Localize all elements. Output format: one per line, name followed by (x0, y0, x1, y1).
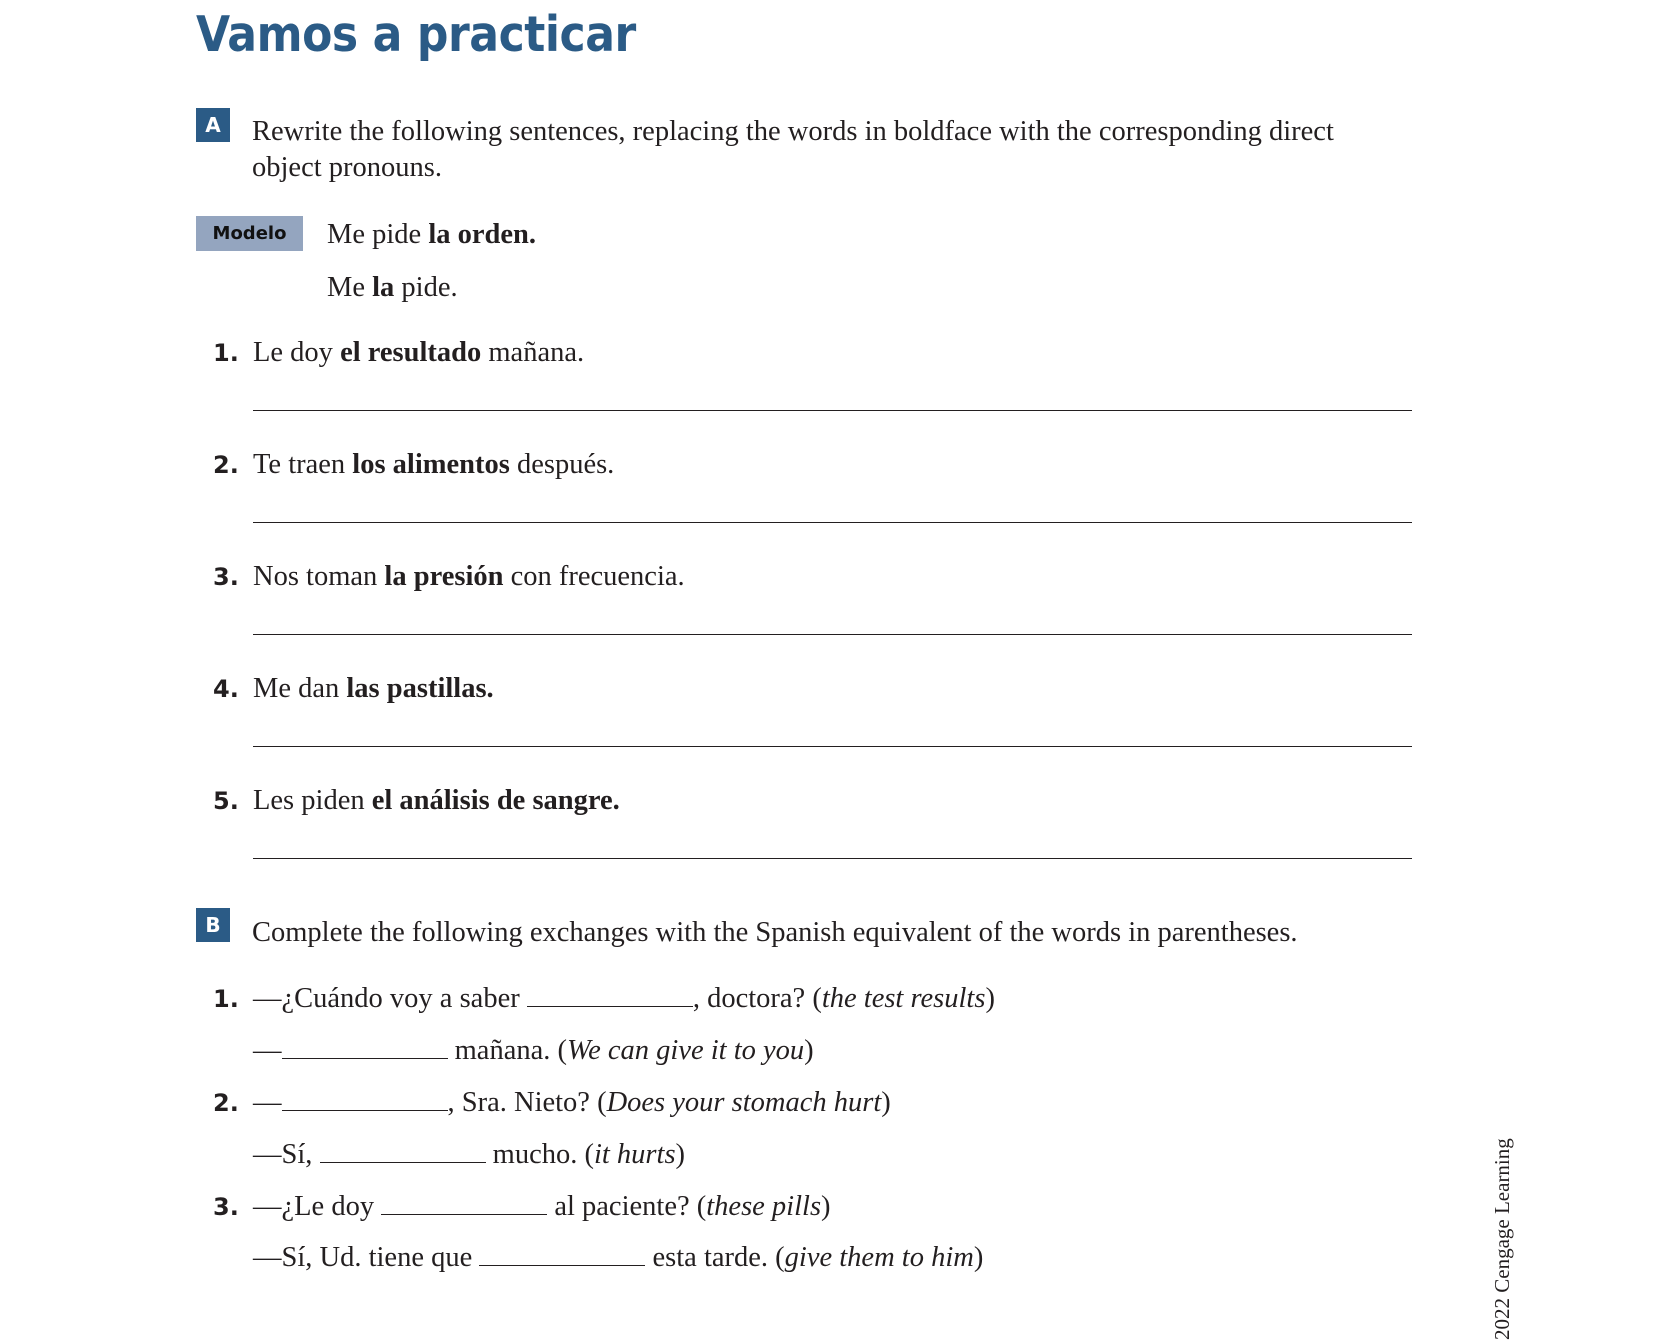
modelo-question: Me pide la orden. (327, 219, 536, 250)
copyright-footer: 2022 Cengage Learning (1490, 1138, 1514, 1340)
section-b-badge: B (196, 908, 230, 942)
item-number: 1. (213, 985, 239, 1013)
fill-blank[interactable] (282, 1109, 448, 1111)
fill-blank[interactable] (282, 1057, 448, 1059)
item-number: 3. (213, 1193, 239, 1221)
item-number: 3. (213, 563, 239, 591)
section-a-instruction-line2: object pronouns. (252, 152, 442, 183)
answer-line[interactable] (253, 522, 1412, 523)
sentence-text: Te traen los alimentos después. (253, 449, 615, 480)
answer-line[interactable] (253, 746, 1412, 747)
sentence-text: Me dan las pastillas. (253, 673, 494, 704)
item-number: 2. (213, 1089, 239, 1117)
fill-blank[interactable] (527, 1005, 693, 1007)
section-a-instruction (252, 114, 1334, 186)
item-number: 1. (213, 339, 239, 367)
item-number: 4. (213, 675, 239, 703)
exchange-question: —¿Le doy al paciente? (these pills) (253, 1191, 831, 1222)
sentence-text: Nos toman la presión con frecuencia. (253, 561, 685, 592)
fill-blank[interactable] (320, 1161, 486, 1163)
sentence-text: Le doy el resultado mañana. (253, 337, 585, 368)
section-b-instruction: Complete the following exchanges with the Spanish equivalent of the words in parentheses. (252, 917, 1298, 948)
exchange-question: — , Sra. Nieto? (Does your stomach hurt) (253, 1087, 891, 1118)
exchange-answer: —Sí, Ud. tiene que esta tarde. (give them to him) (253, 1242, 984, 1273)
exchange-answer: —Sí, mucho. (it hurts) (253, 1139, 686, 1170)
exchange-answer: — mañana. (We can give it to you) (253, 1035, 814, 1066)
fill-blank[interactable] (381, 1213, 547, 1215)
section-a-instruction-line1: Rewrite the following sentences, replacing the words in boldface with the corresponding direct (252, 116, 1334, 147)
answer-line[interactable] (253, 858, 1412, 859)
item-number: 5. (213, 787, 239, 815)
item-number: 2. (213, 451, 239, 479)
page-title: Vamos a practicar (196, 6, 636, 63)
modelo-label: Modelo (196, 216, 303, 251)
section-a-badge: A (196, 108, 230, 142)
modelo-answer: Me la pide. (327, 272, 458, 303)
answer-line[interactable] (253, 634, 1412, 635)
fill-blank[interactable] (479, 1264, 645, 1266)
sentence-text: Les piden el análisis de sangre. (253, 785, 620, 816)
answer-line[interactable] (253, 410, 1412, 411)
exchange-question: —¿Cuándo voy a saber , doctora? (the test results) (253, 983, 995, 1014)
